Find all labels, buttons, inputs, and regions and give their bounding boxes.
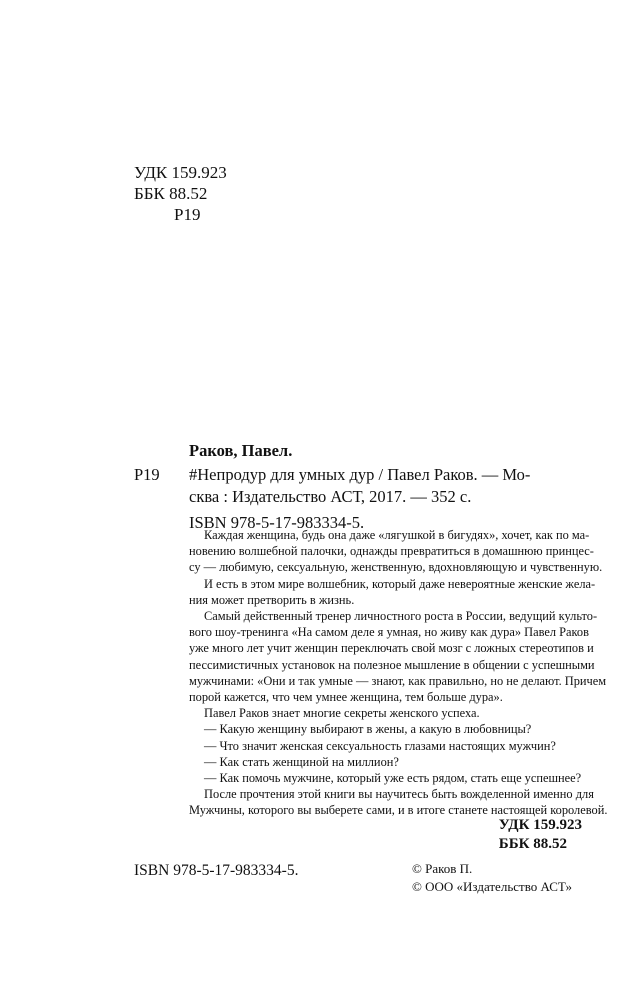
bbk-code: ББК 88.52 [134, 184, 208, 203]
isbn-record: ISBN 978-5-17-983334-5. [189, 513, 365, 532]
udk-code: УДК 159.923 [134, 163, 227, 182]
author-heading: Раков, Павел. [189, 441, 293, 460]
annotation-line: су — любимую, сексуальную, женственную, вдохновляющую и чувственную. [189, 560, 603, 575]
annotation-line: вого шоу-тренинга «На самом деле я умная, но живу как дура» Павел Раков [189, 625, 589, 640]
classification-codes-bottom [499, 816, 582, 854]
udk-code: УДК 159.923 [498, 817, 582, 833]
annotation-line: И есть в этом мире волшебник, который даже невероятные женские жела- [204, 576, 596, 591]
author-mark: Р19 [174, 205, 201, 224]
annotation-line: порой кажется, что чем умнее женщина, тем больше дура». [189, 690, 503, 705]
copyright-author: © Раков П. [412, 861, 473, 876]
bbk-code: ББК 88.52 [498, 836, 568, 852]
annotation-line: уже много лет учит женщин переключать свой мозг с ложных стереотипов и [189, 641, 594, 656]
annotation-line: Павел Раков знает многие секреты женского успеха. [204, 706, 480, 721]
title-line-1: #Непродур для умных дур / Павел Раков. — Мо- [189, 465, 531, 484]
annotation [189, 527, 608, 819]
annotation-line: — Как стать женщиной на миллион? [204, 754, 399, 769]
isbn-footer: ISBN 978-5-17-983334-5. [134, 862, 299, 879]
annotation-line: новению волшебной палочки, однажды превратиться в домашнюю принцес- [189, 544, 594, 559]
annotation-line: Самый действенный тренер личностного роста в России, ведущий культо- [204, 609, 598, 624]
marginal-author-mark: Р19 [134, 465, 160, 484]
annotation-line: мужчинами: «Они и так умные — знают, как правильно, но не делают. Причем [189, 673, 607, 688]
annotation-line: — Что значит женская сексуальность глазами настоящих мужчин? [204, 738, 556, 753]
classification-codes-top [134, 162, 227, 225]
copyright-block [412, 860, 572, 896]
copyright-publisher: © ООО «Издательство АСТ» [412, 879, 573, 894]
annotation-line: Каждая женщина, будь она даже «лягушкой в бигудях», хочет, как по ма- [204, 528, 590, 542]
annotation-line: ния может претворить в жизнь. [189, 592, 355, 607]
annotation-line: Мужчины, которого вы выберете сами, и в итоге станете настоящей королевой. [189, 803, 608, 818]
title-line-2: сква : Издательство АСТ, 2017. — 352 с. [189, 487, 472, 506]
annotation-line: — Как помочь мужчине, который уже есть рядом, стать еще успешнее? [204, 771, 582, 786]
annotation-line: пессимистичных установок на полезное мышление в общении с успешными [189, 657, 595, 672]
annotation-line: — Какую женщину выбирают в жены, а какую в любовницы? [204, 722, 532, 737]
annotation-line: После прочтения этой книги вы научитесь быть вожделенной именно для [204, 787, 594, 802]
